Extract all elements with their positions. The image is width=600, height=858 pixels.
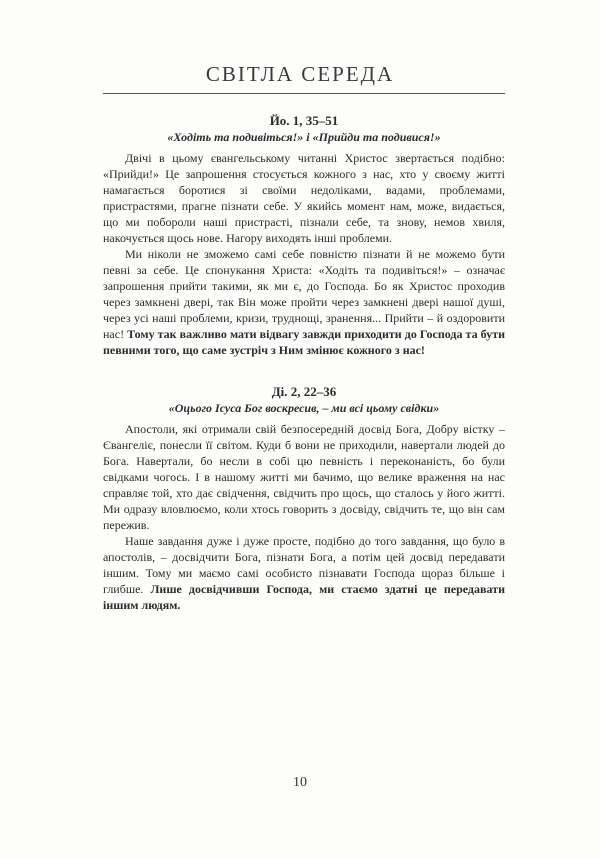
section-1-reference: Йо. 1, 35–51 (269, 113, 339, 128)
section-1 (103, 113, 505, 358)
paragraph-bold-text: Тому так важливо мати відвагу завжди приходити до Господа та бути певними того, що саме зустріч з Ним змінює кожного з нас! (103, 327, 506, 357)
running-head-title: СВІТЛА СЕРЕДА (205, 62, 395, 86)
section-1-paragraph-2 (103, 246, 505, 358)
section-1-paragraph-1 (103, 150, 505, 246)
section-2-paragraph-1 (103, 421, 505, 533)
paragraph-text: Двічі в цьому євангельському читанні Христос звертається подібно: «Прийди!» Це запрошення стосується кожного з нас, хто у своєму житті намагається боротися зі своїми недоліками, вадами, проблемами, пристрастями, прагне пізнати себе. У якийсь момент нам, може, видається, що ми побороли наші пристрасті, пізнали себе, та знову, немов хвиля, накочується щось нове. Нагору виходять інші проблеми. (103, 151, 505, 245)
section-2-reference: Ді. 2, 22–36 (271, 384, 337, 399)
paragraph-bold-text: Лише досвідчивши Господа, ми стаємо здатні це передавати іншим людям. (103, 582, 505, 612)
paragraph-text: Апостоли, які отримали свій безпосередній досвід Бога, Добру вістку – Євангеліє, понесли її світом. Куди б вони не приходили, навертали людей до Бога. Навертали, бо несли в собі цю певність і переконаність, бо були свідками чогось. І в нашому житті ми бачимо, що велике враження на нас справляє той, хто дає свідчення, свідчить про щось, що сталось у його житті. Ми одразу вловлюємо, коли хтось говорить з досвіду, свідчить те, що він сам пережив. (103, 422, 505, 532)
section-1-subtitle: «Ходіть та подивіться!» і «Прийди та подивися!» (167, 130, 441, 144)
section-2-subtitle: «Оцього Ісуса Бог воскресив, – ми всі цьому свідки» (168, 401, 440, 415)
section-2-paragraph-2 (103, 533, 505, 613)
header-rule (103, 93, 505, 94)
paragraph-text: Ми ніколи не зможемо самі себе повністю пізнати й не можемо бути певні за себе. Це спонукання Христа: «Ходіть та подивіться!» – означає запрошення прийти такими, як ми є, до Господа. Бо як Христос проходив через замкнені двері, так Він може пройти через замкнені двері нашої душі, через усі наші проблеми, кризи, труднощі, зранення... Прийти – й оздоровити нас! (103, 247, 505, 341)
section-2 (103, 384, 505, 613)
paragraph-text: Наше завдання дуже і дуже просте, подібно до того завдання, що було в апостолів, – досвідчити Бога, пізнати Бога, а потім цей досвід передавати іншим. Тому ми маємо самі особисто пізнавати Господа щораз більше і глибше. (103, 534, 505, 596)
page-number: 10 (293, 775, 307, 790)
